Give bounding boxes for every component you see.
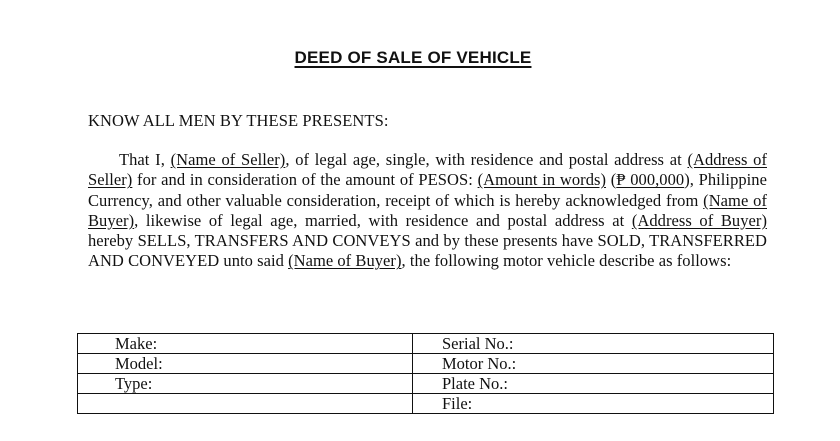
- paragraph-text: for and in consideration of the amount of PESOS:: [132, 170, 478, 190]
- buyer-name-blank: (Name of Buyer): [88, 190, 767, 230]
- intro-line: KNOW ALL MEN BY THESE PRESENTS:: [88, 111, 389, 130]
- document-title-text: DEED OF SALE OF VEHICLE: [294, 48, 532, 67]
- vehicle-details-table: [77, 333, 774, 414]
- make-cell: Make:: [78, 334, 413, 354]
- paragraph-text: , likewise of legal age, married, with residence and postal address at: [134, 210, 632, 230]
- table-row: [78, 394, 774, 414]
- document-title: [0, 48, 826, 68]
- paragraph-text: (: [606, 170, 617, 190]
- paragraph-text: , of legal age, single, with residence and postal address at: [285, 150, 688, 169]
- seller-name-blank: (Name of Seller): [170, 150, 286, 169]
- type-cell: Type:: [78, 374, 413, 394]
- paragraph-text: hereby SELLS, TRANSFERS AND CONVEYS and by these presents have SOLD, TRANSFERRED AND CONVEYED unto said: [88, 231, 767, 271]
- model-cell: Model:: [78, 354, 413, 374]
- empty-cell: [78, 394, 413, 414]
- paragraph-text: , the following motor vehicle describe as follows:: [401, 251, 732, 271]
- paragraph-text: That I,: [119, 150, 171, 169]
- buyer-name-blank-2: (Name of Buyer): [288, 251, 402, 271]
- paragraph-text: ), Philippine Currency, and other valuable consideration, receipt of which is hereby acknowledged from: [88, 170, 767, 210]
- table-row: [78, 334, 774, 354]
- motor-no-cell: Motor No.:: [413, 354, 774, 374]
- amount-words-blank: (Amount in words): [477, 170, 607, 190]
- table-row: [78, 354, 774, 374]
- table-row: [78, 374, 774, 394]
- plate-no-cell: Plate No.:: [413, 374, 774, 394]
- serial-no-cell: Serial No.:: [413, 334, 774, 354]
- file-cell: File:: [413, 394, 774, 414]
- deed-paragraph: [88, 150, 767, 272]
- amount-figures-blank: ₱ 000,000: [616, 170, 685, 190]
- seller-address-blank: (Address of Seller): [88, 150, 767, 190]
- buyer-address-blank: (Address of Buyer): [631, 210, 767, 230]
